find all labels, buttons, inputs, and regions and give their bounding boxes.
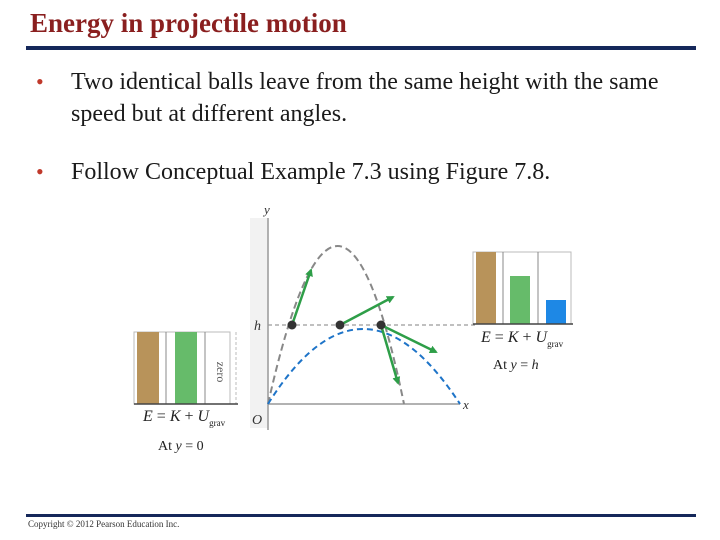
ball-steep-up	[288, 321, 297, 330]
velocity-arrow-shallow-up	[340, 297, 393, 325]
bullet-text: Follow Conceptual Example 7.3 using Figure 7.8.	[71, 159, 551, 185]
zero-label: zero	[214, 361, 228, 383]
left-bar-total-energy	[137, 332, 159, 404]
y-axis-label: y	[264, 202, 270, 217]
right-condition-label: At y = h	[493, 358, 539, 373]
ball-descending	[377, 321, 386, 330]
right-energy-equation: $E = K + U_{grav}$	[481, 329, 564, 349]
balls	[288, 321, 386, 330]
bullet-text: Two identical balls leave from the same height with the same speed but at different angles.	[71, 69, 659, 127]
velocity-arrow-steep-up	[292, 270, 311, 325]
velocity-arrows	[292, 270, 436, 383]
bullet-marker: •	[36, 159, 44, 184]
shallow-trajectory	[268, 329, 460, 404]
ball-shallow-up	[336, 321, 345, 330]
left-condition-label: At y = 0	[158, 439, 204, 454]
right-bar-total-energy	[476, 252, 496, 324]
axes	[250, 202, 478, 430]
footer-divider	[26, 514, 696, 517]
right-energy-bar-chart	[473, 252, 573, 373]
right-bar-potential-energy	[546, 300, 566, 324]
bullet-marker: •	[36, 69, 44, 94]
left-energy-bar-chart	[134, 332, 238, 454]
origin-label: O	[252, 413, 263, 428]
left-bar-kinetic-energy	[175, 332, 197, 404]
left-energy-equation: $E = K + U_{grav}$	[143, 408, 226, 428]
height-label: h	[254, 319, 261, 334]
slide-title: Energy in projectile motion	[30, 8, 347, 38]
x-axis-label: x	[463, 397, 469, 412]
copyright-notice: Copyright © 2012 Pearson Education Inc.	[28, 519, 180, 529]
right-bar-kinetic-energy	[510, 276, 530, 324]
